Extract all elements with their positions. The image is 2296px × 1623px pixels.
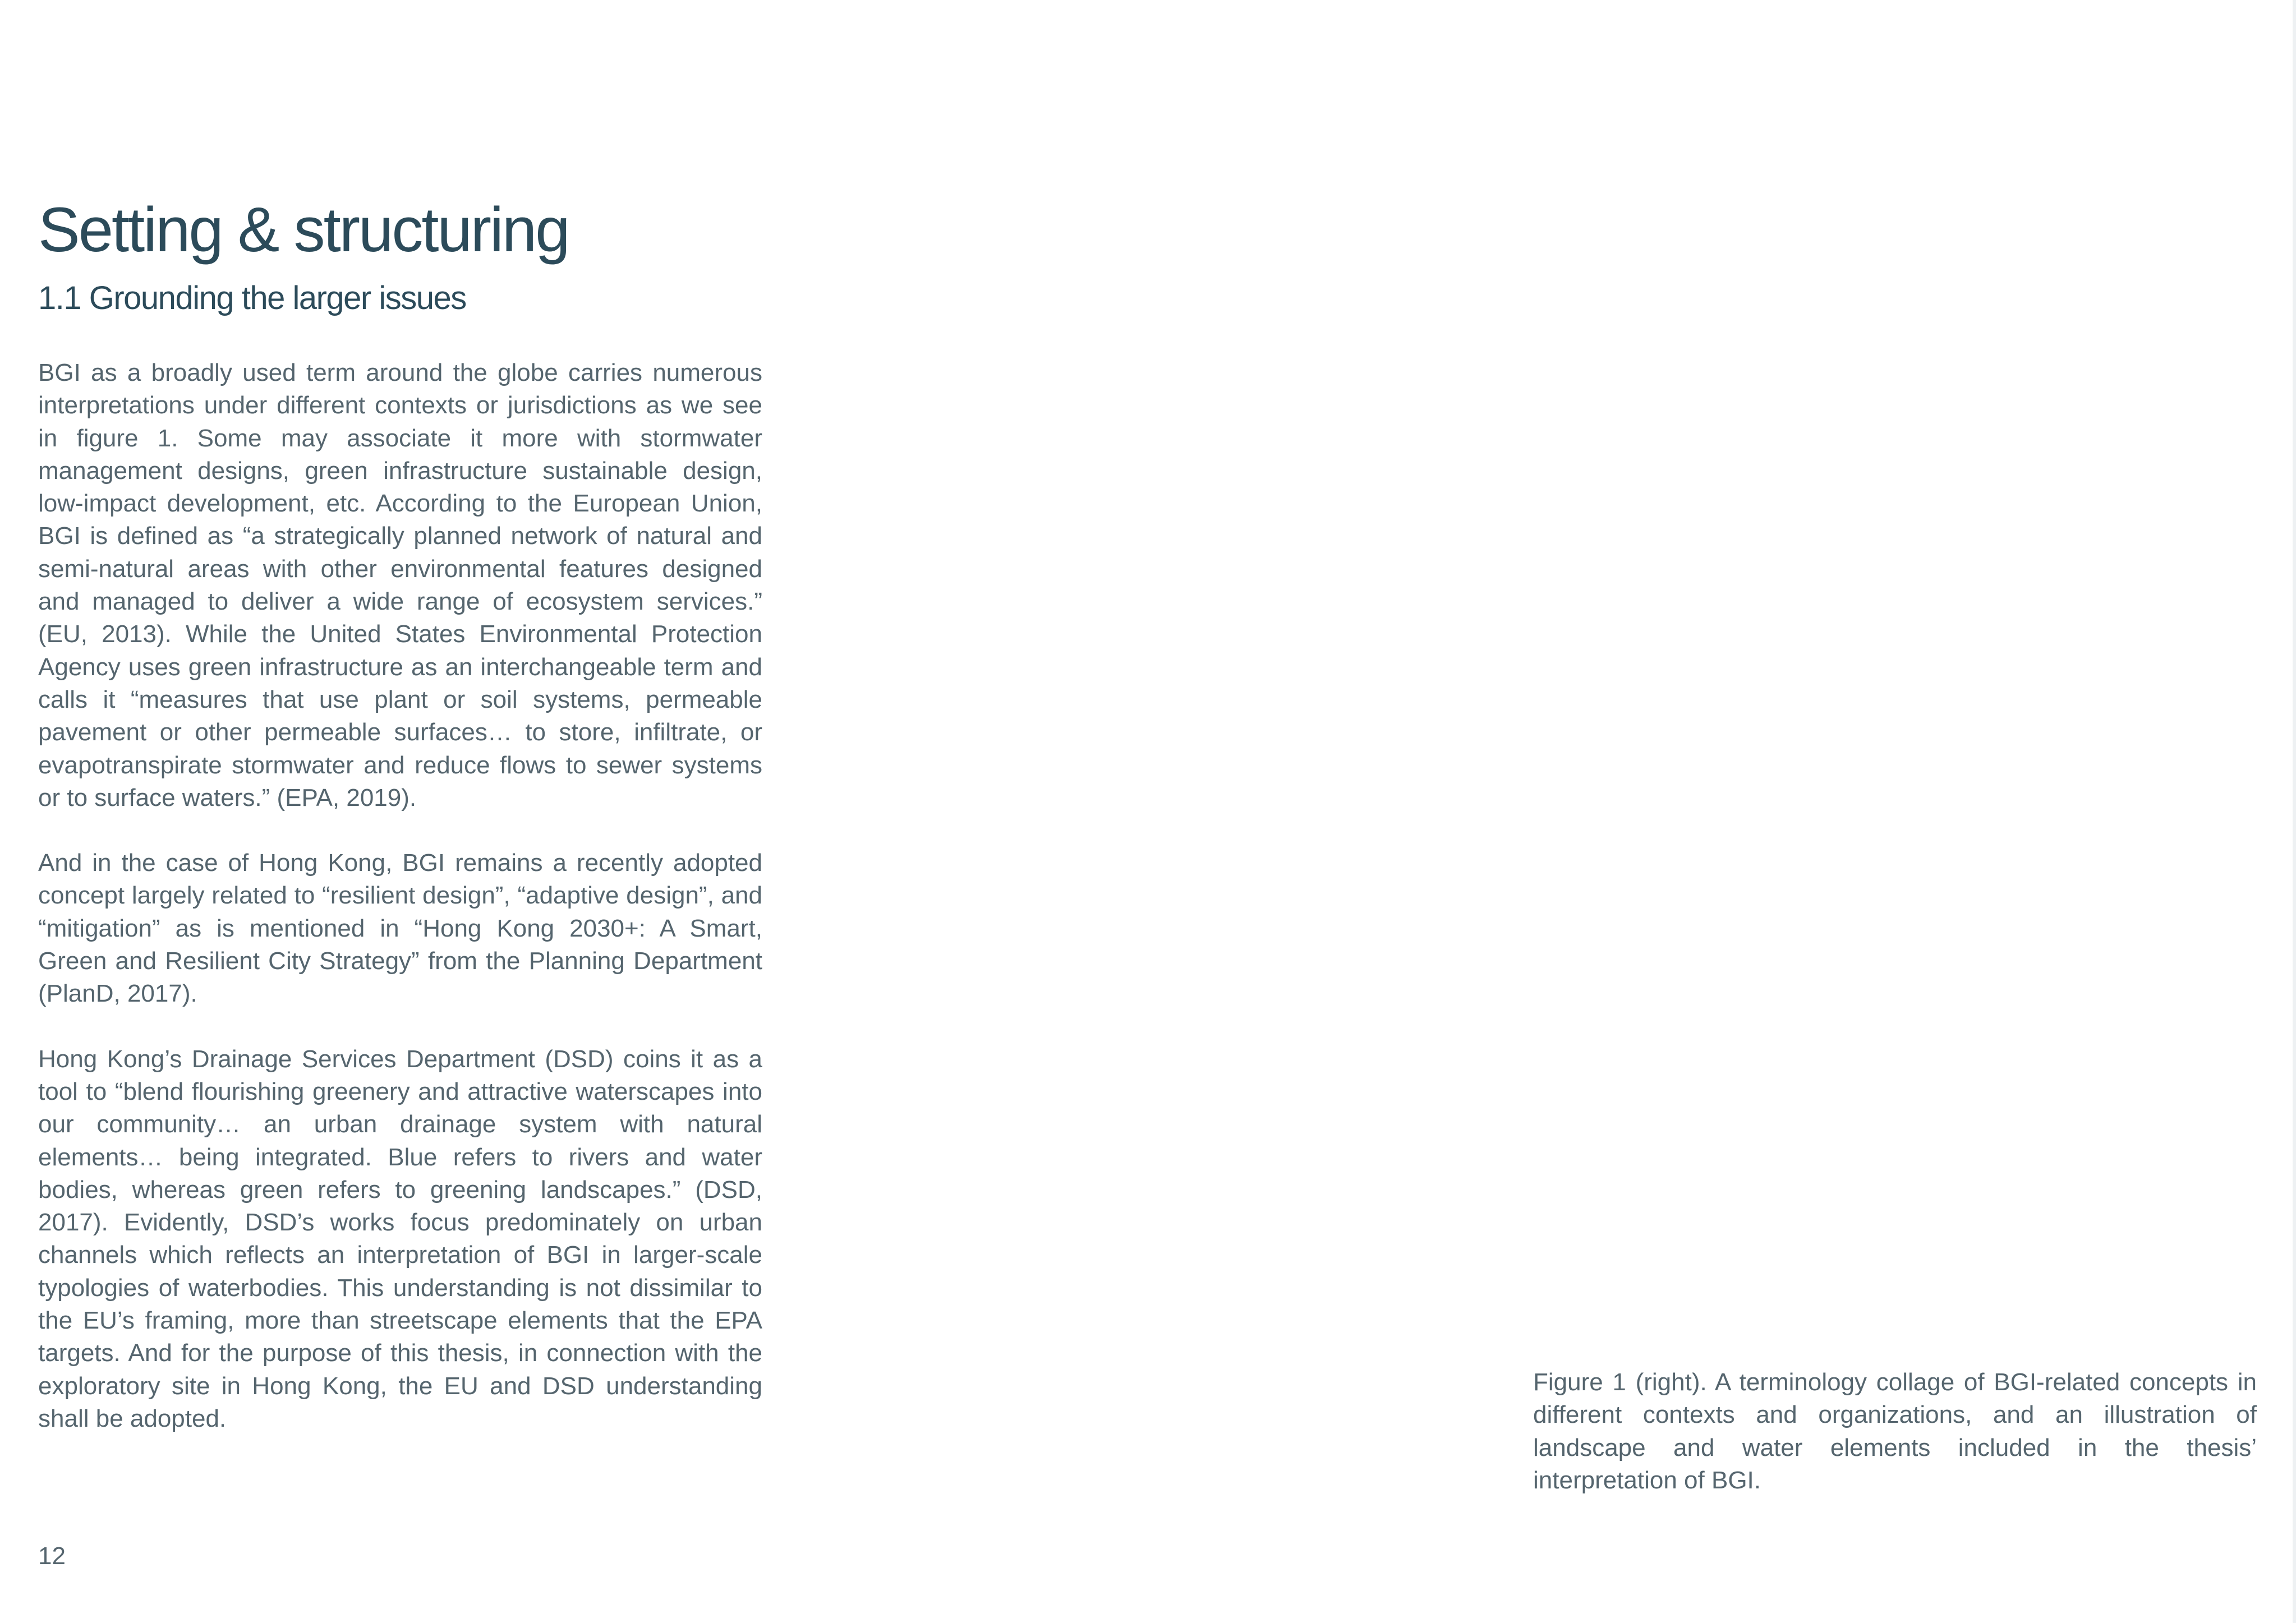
body-text-column (38, 357, 762, 1435)
body-paragraph: And in the case of Hong Kong, BGI remains a recently adopted concept largely related to “resilient design”, “adaptive design”, and “mitigation” as is mentioned in “Hong Kong 2030+: A Smart, Green and Resilient City Strategy” from the Planning Department (PlanD, 2017). (38, 849, 762, 1008)
page-title: Setting & structuring (38, 195, 569, 265)
page-number: 12 (38, 1542, 66, 1570)
section-subtitle: 1.1 Grounding the larger issues (38, 280, 466, 316)
page-edge (2293, 0, 2296, 1623)
body-paragraph: Hong Kong’s Drainage Services Department (DSD) coins it as a tool to “blend flourishing greenery and attractive waterscapes into our community… an urban drainage system with natural elements… being integrated. Blue refers to rivers and water bodies, whereas green refers to greening landscapes.” (DSD, 2017). Evidently, DSD’s works focus predominately on urban channels which reflects an interpretation of BGI in larger-scale typologies of waterbodies. This understanding is not dissimilar to the EU’s framing, more than streetscape elements that the EPA targets. And for the purpose of this thesis, in connection with the exploratory site in Hong Kong, the EU and DSD understanding shall be adopted. (38, 1045, 762, 1432)
body-paragraph: BGI as a broadly used term around the globe carries numerous interpretations under different contexts or jurisdictions as we see in figure 1. Some may associate it more with stormwater management designs, green infrastructure sustainable design, low-impact development, etc. According to the European Union, BGI is defined as “a strategically planned network of natural and semi-natural areas with other environmental features designed and managed to deliver a wide range of ecosystem services.” (EU, 2013). While the United States Environmental Protection Agency uses green infrastructure as an interchangeable term and calls it “measures that use plant or soil systems, permeable pavement or other permeable surfaces… to store, infiltrate, or evapotranspirate stormwater and reduce flows to sewer systems or to surface waters.” (EPA, 2019). (38, 359, 762, 811)
figure-caption: Figure 1 (right). A terminology collage of BGI-related concepts in different contexts and organizations, and an illustration of landscape and water elements included in the thesis’ interpretation of BGI. (1533, 1368, 2257, 1494)
